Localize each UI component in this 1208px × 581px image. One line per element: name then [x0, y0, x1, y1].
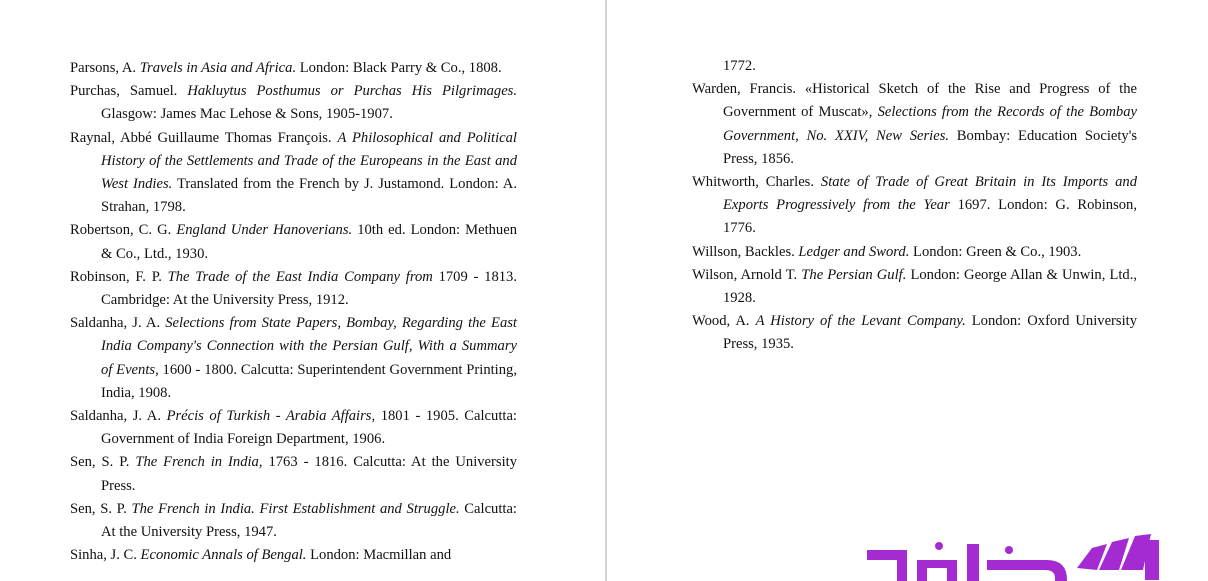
bibliography-entry: Saldanha, J. A. Selections from State Papers, Bombay, Regarding the East India Company's Connection with the Persian Gulf, With a Summary of Events, 1600 - 1800. Calcutta: Superintendent Government Printing, India, 1908. — [70, 315, 517, 401]
bibliography-entry: Raynal, Abbé Guillaume Thomas François. A Philosophical and Political History of the Settlements and Trade of the Europeans in the East and West Indies. Translated from the French by J. Justamond. London: A. Strahan, 1798. — [70, 129, 517, 216]
bibliography-entry: Sen, S. P. The French in India, 1763 - 1816. Calcutta: At the University Press. — [70, 454, 517, 494]
bibliography-entry: Saldanha, J. A. Précis of Turkish - Arabia Affairs, 1801 - 1905. Calcutta: Government of India Foreign Department, 1906. — [70, 408, 517, 448]
bibliography-column-right — [692, 55, 1137, 357]
watermark-logo — [747, 530, 1167, 581]
bibliography-column-left — [70, 57, 517, 567]
right-page — [607, 0, 1208, 581]
book-stack-icon — [1077, 534, 1159, 580]
bibliography-entry: Warden, Francis. «Historical Sketch of the Rise and Progress of the Government of Muscat», Selections from the Records of the Bombay Government, No. XXIV, New Series. Bombay: Education Society's Press, 1856. — [692, 81, 1138, 167]
bibliography-entry: Willson, Backles. Ledger and Sword. London: Green & Co., 1903. — [692, 243, 1082, 260]
bibliography-entry: Robertson, C. G. England Under Hanoverians. 10th ed. London: Methuen & Co., Ltd., 1930. — [70, 222, 517, 262]
bibliography-entry: Sinha, J. C. Economic Annals of Bengal. London: Macmillan and — [70, 547, 452, 564]
bibliography-entry: Parsons, A. Travels in Asia and Africa. London: Black Parry & Co., 1808. — [70, 60, 502, 76]
watermark-text: کتاب سبز — [747, 530, 751, 531]
bibliography-entry: Wood, A. A History of the Levant Company. London: Oxford University Press, 1935. — [692, 313, 1138, 353]
bibliography-entry: Robinson, F. P. The Trade of the East India Company from 1709 - 1813. Cambridge: At the University Press, 1912. — [70, 268, 517, 309]
bibliography-entry: Whitworth, Charles. State of Trade of Great Britain in Its Imports and Exports Progressively from the Year 1697. London: G. Robinson, 1776. — [692, 174, 1137, 237]
bibliography-entry: Sen, S. P. The French in India. First Establishment and Struggle. Calcutta: At the University Press, 1947. — [70, 500, 517, 541]
bibliography-entry: Wilson, Arnold T. The Persian Gulf. London: George Allan & Unwin, Ltd., 1928. — [692, 266, 1138, 307]
entry-continuation: 1772. — [723, 58, 756, 74]
watermark-letterforms — [867, 542, 1067, 581]
bibliography-entry: Purchas, Samuel. Hakluytus Posthumus or Purchas His Pilgrimages. Glasgow: James Mac Lehose & Sons, 1905-1907. — [70, 83, 518, 123]
